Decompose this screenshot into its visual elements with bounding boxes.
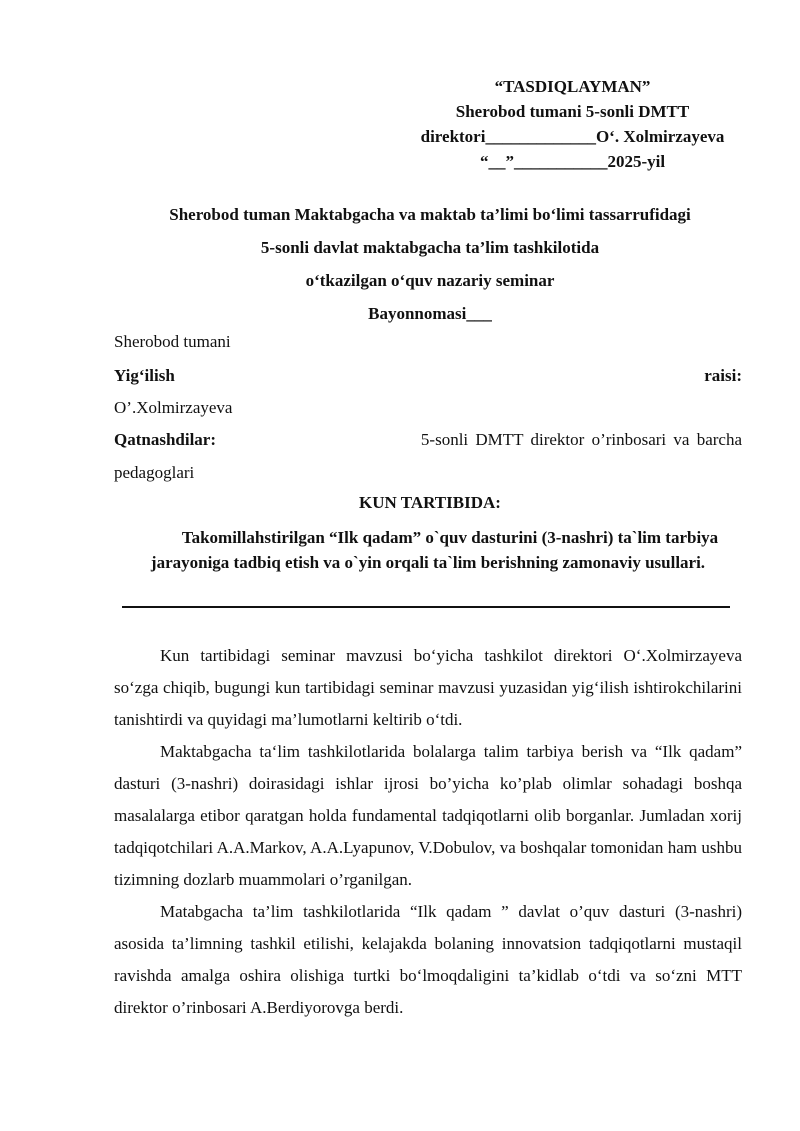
participants-row [114,428,742,452]
title-line-2: 5-sonli davlat maktabgacha ta’lim tashkilotida [260,238,600,257]
title-line-4: Bayonnomasi___ [368,304,492,323]
location-line: Sherobod tumani [114,332,231,351]
chair-label-right: raisi: [704,366,742,385]
participants-continuation: pedagoglari [114,463,195,482]
title-line-3: o‘tkazilgan o‘quv nazariy seminar [305,271,555,290]
approval-date: “__”___________2025-yil [479,152,666,171]
approval-heading: “TASDIQLAYMAN” [494,77,651,96]
approval-stamp-block [395,74,750,174]
agenda-topic: Takomillahstirilgan “Ilk qadam” o`quv dasturini (3-nashri) ta`lim tarbiya jarayoniga tadbiq etish va o`yin orqali ta`lim berishning zamonaviy usullari. [150,528,719,572]
minutes-body [114,640,742,1024]
participants-label: Qatnashdilar: [114,430,217,449]
chair-label-left: Yig‘ilish [114,366,175,385]
document-title [100,198,760,330]
approval-org: Sherobod tumani 5-sonli DMTT [455,102,690,121]
chair-label-row [114,364,742,388]
agenda-text [118,525,738,575]
body-paragraph-3: Matabgacha ta’lim tashkilotlarida “Ilk qadam ” davlat o’quv dasturi (3-nashri) asosida ta’limning tashkil etilishi, kelajakda bolaning innovatsion tadqiqotlarni mustaqil ravishda amalga oshira olishiga turtki bo‘lmoqdaligini ta’kidlab o‘tdi va so‘zni MTT direktor o’rinbosari A.Berdiyorovga berdi. [114,902,742,1017]
body-paragraph-1: Kun tartibidagi seminar mavzusi bo‘yicha tashkilot direktori O‘.Xolmirzayeva so‘zga chiqib, bugungi kun tartibidagi seminar mavzusi yuzasidan yig‘ilish ishtirokchilarini tanishtirdi va quyidagi ma’lumotlarni keltirib o‘tdi. [114,646,742,729]
participants-value: 5-sonli DMTT direktor o’rinbosari va barcha [420,430,742,449]
approval-director: direktori_____________O‘. Xolmirzayeva [420,127,725,146]
title-line-1: Sherobod tuman Maktabgacha va maktab ta’limi bo‘limi tassarrufidagi [169,205,691,224]
body-paragraph-2: Maktabgacha ta‘lim tashkilotlarida bolalarga talim tarbiya berish va “Ilk qadam” dasturi (3-nashri) doirasidagi ishlar ijrosi bo’yicha ko’plab olimlar sohadagi boshqa masalalarga etibor qaratgan holda fundamental tadqiqotlarni olib borganlar. Jumladan xorij tadqiqotchilari A.A.Markov, A.A.Lyapunov, V.Dobulov, va boshqalar tomonidan ham ushbu tizimning dozlarb muammolari o’rganilgan. [114,742,742,889]
chair-name: O’.Xolmirzayeva [114,398,233,417]
agenda-title: KUN TARTIBIDA: [359,493,501,512]
agenda-divider [122,606,730,608]
